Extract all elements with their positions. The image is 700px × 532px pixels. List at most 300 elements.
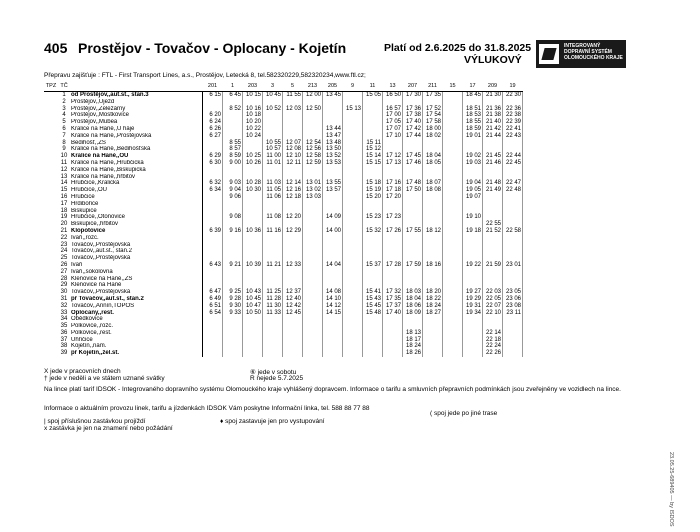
row-tpz [44, 187, 58, 194]
departure-time [263, 99, 283, 106]
departure-time [323, 248, 343, 255]
row-stop-number: 16 [60, 193, 68, 200]
stop-name: př Kojetín,,žel.st. [70, 350, 203, 357]
departure-time [323, 221, 343, 228]
table-row [44, 350, 523, 357]
departure-time [263, 201, 283, 208]
departure-time: 9 28 [223, 296, 243, 303]
departure-time [423, 221, 443, 228]
departure-time [363, 174, 383, 181]
departure-time: 9 08 [223, 214, 243, 221]
departure-time [203, 235, 223, 242]
departure-time [303, 316, 323, 323]
tariff-note: Na lince platí tarif IDSOK - Integrovaného dopravního systému Olomouckého kraje vyhlášený dopravcem. Informace o tarifu a smluvních přepravních podmínkách jsou zveřejněny ve vozidlech na lince. [44, 386, 621, 393]
departure-time [303, 337, 323, 344]
stop-name: Hrubčice,,OÚ [70, 187, 203, 194]
departure-time: 22 47 [503, 180, 523, 187]
departure-time: 21 38 [483, 112, 503, 119]
departure-time [483, 99, 503, 106]
column-header: 209 [483, 82, 503, 92]
departure-time: 13 45 [323, 92, 343, 99]
departure-time [483, 255, 503, 262]
table-row [44, 343, 523, 350]
departure-time: 14 08 [323, 289, 343, 296]
departure-time [463, 350, 483, 357]
departure-time [283, 167, 303, 174]
departure-time [263, 276, 283, 283]
departure-time [323, 194, 343, 201]
departure-time [503, 99, 523, 106]
departure-time: 15 41 [363, 289, 383, 296]
departure-time [383, 269, 403, 276]
column-header: 15 [443, 82, 463, 92]
row-stop-number: 28 [60, 275, 68, 282]
table-row [44, 310, 523, 317]
departure-time [283, 119, 303, 126]
stop-name: Tovačov,,aut.st., stan.2 [70, 248, 203, 255]
departure-time [363, 282, 383, 289]
departure-time [503, 194, 523, 201]
departure-time [203, 208, 223, 215]
departure-time: 15 14 [363, 153, 383, 160]
departure-time: 11 28 [263, 296, 283, 303]
table-row [44, 208, 523, 215]
departure-time: 18 22 [423, 296, 443, 303]
departure-time: 17 59 [403, 262, 423, 269]
departure-time: 11 16 [263, 228, 283, 235]
departure-time: 8 52 [223, 106, 243, 113]
departure-time [443, 214, 463, 221]
departure-time: 6 54 [203, 310, 223, 317]
legend-request-text: zastávka je jen na znamení nebo požádání [49, 425, 173, 432]
row-tpz [44, 235, 58, 242]
departure-time: 11 03 [263, 180, 283, 187]
departure-time [303, 262, 323, 269]
departure-time [203, 350, 223, 357]
row-stop-number: 17 [60, 200, 68, 207]
departure-time [443, 221, 463, 228]
departure-time [503, 208, 523, 215]
departure-time: 17 26 [383, 228, 403, 235]
departure-time: 11 05 [263, 187, 283, 194]
departure-time [383, 174, 403, 181]
departure-time [463, 174, 483, 181]
departure-time: 17 05 [383, 119, 403, 126]
departure-time [443, 112, 463, 119]
stop-name: od Prostějov,,aut.st., stan.3 [70, 92, 203, 99]
departure-time [283, 248, 303, 255]
departure-time [363, 330, 383, 337]
departure-time: 13 53 [323, 160, 343, 167]
departure-time [423, 201, 443, 208]
departure-time: 17 28 [383, 262, 403, 269]
stop-name: Hrdibořice [70, 201, 203, 208]
departure-time [443, 282, 463, 289]
departure-time [303, 174, 323, 181]
row-tpz [44, 350, 58, 357]
legend-pipe: | spoj příslušnou zastávkou projíždí [44, 418, 146, 425]
departure-time [403, 201, 423, 208]
row-stop-number: 39 [60, 350, 68, 357]
row-stop-number: 25 [60, 255, 68, 262]
departure-time: 17 32 [383, 289, 403, 296]
row-tpz [44, 228, 58, 235]
stop-name: Kojetín,,nám. [70, 343, 203, 350]
departure-time: 12 54 [303, 140, 323, 147]
departure-time: 10 57 [263, 146, 283, 153]
departure-time: 12 37 [283, 289, 303, 296]
departure-time [403, 174, 423, 181]
row-tpz [44, 310, 58, 317]
row-tpz [44, 323, 58, 330]
stop-name: Prostějov,,Újezd [70, 99, 203, 106]
departure-time: 22 48 [503, 187, 523, 194]
departure-time [223, 112, 243, 119]
departure-time: 12 08 [283, 146, 303, 153]
departure-time [503, 316, 523, 323]
departure-time: 12 33 [283, 262, 303, 269]
departure-time: 11 33 [263, 310, 283, 317]
departure-time [423, 316, 443, 323]
departure-time [503, 201, 523, 208]
departure-time [443, 99, 463, 106]
idsok-logo-icon [539, 44, 559, 64]
departure-time [423, 174, 443, 181]
row-tpz [44, 303, 58, 310]
departure-time: 19 05 [463, 187, 483, 194]
departure-time: 18 26 [403, 350, 423, 357]
departure-time: 17 52 [423, 106, 443, 113]
departure-time: 12 07 [283, 140, 303, 147]
departure-time [203, 146, 223, 153]
departure-time: 10 36 [243, 228, 263, 235]
departure-time [323, 316, 343, 323]
departure-time [423, 282, 443, 289]
departure-time [303, 330, 323, 337]
departure-time [443, 350, 463, 357]
departure-time [323, 167, 343, 174]
departure-time [443, 262, 463, 269]
departure-time [303, 282, 323, 289]
departure-time: 18 05 [423, 160, 443, 167]
departure-time [343, 228, 363, 235]
departure-time: 21 59 [483, 262, 503, 269]
stop-name: Hrubčice,,Otonovice [70, 214, 203, 221]
departure-time [383, 337, 403, 344]
departure-time [443, 208, 463, 215]
row-stop-number: 4 [62, 112, 66, 119]
departure-time [383, 208, 403, 215]
row-tpz [44, 153, 58, 160]
departure-time: 11 00 [263, 153, 283, 160]
departure-time [303, 289, 323, 296]
departure-time [323, 99, 343, 106]
row-stop-number: 37 [60, 336, 68, 343]
departure-time [503, 255, 523, 262]
departure-time [303, 242, 323, 249]
stop-name: Bedihošť,,ZŠ [70, 140, 203, 147]
departure-time [323, 235, 343, 242]
departure-time [323, 242, 343, 249]
departure-time: 10 30 [243, 187, 263, 194]
departure-time: 10 20 [243, 119, 263, 126]
row-stop-number: 12 [60, 166, 68, 173]
row-tpz [44, 174, 58, 181]
departure-time [503, 343, 523, 350]
departure-time [303, 255, 323, 262]
departure-time [423, 214, 443, 221]
row-tpz [44, 99, 58, 106]
departure-time [263, 350, 283, 357]
departure-time [443, 201, 463, 208]
departure-time [503, 140, 523, 147]
departure-time [223, 323, 243, 330]
departure-time [363, 119, 383, 126]
row-tpz [44, 282, 58, 289]
departure-time: 21 42 [483, 126, 503, 133]
departure-time [423, 242, 443, 249]
departure-time: 6 29 [203, 153, 223, 160]
departure-time: 13 01 [303, 180, 323, 187]
row-stop-number: 26 [60, 261, 68, 268]
departure-time [463, 242, 483, 249]
departure-time [383, 167, 403, 174]
stop-name: Tovačov,,Annín,TOPOS [70, 303, 203, 310]
row-tpz [44, 133, 58, 140]
departure-time [223, 174, 243, 181]
stop-name: Hrubčice [70, 194, 203, 201]
departure-time [283, 282, 303, 289]
row-stop-number: 35 [60, 323, 68, 330]
timetable-variant: VÝLUKOVÝ [464, 54, 522, 66]
departure-time: 13 55 [323, 180, 343, 187]
row-stop-number: 32 [60, 302, 68, 309]
stop-name: Kralice na Hané,,Prostějovská [70, 133, 203, 140]
logo-text: INTEGROVANÝ DOPRAVNÍ SYSTÉM OLOMOUCKÉHO KRAJE [564, 43, 623, 61]
departure-time: 17 16 [383, 180, 403, 187]
row-tpz [44, 146, 58, 153]
departure-time: 17 36 [403, 106, 423, 113]
departure-time [443, 174, 463, 181]
departure-time [423, 194, 443, 201]
row-stop-number: 9 [62, 146, 66, 153]
departure-time: 21 30 [483, 92, 503, 99]
row-stop-number: 2 [62, 98, 66, 105]
departure-time [363, 221, 383, 228]
departure-time [423, 255, 443, 262]
departure-time [263, 316, 283, 323]
departure-time: 10 15 [243, 92, 263, 99]
line-title: Prostějov - Tovačov - Oplocany - Kojetín [78, 40, 347, 56]
departure-time: 22 55 [483, 221, 503, 228]
departure-time [263, 112, 283, 119]
departure-time [363, 167, 383, 174]
departure-time [463, 99, 483, 106]
table-row [44, 269, 523, 276]
departure-time [323, 208, 343, 215]
departure-time [343, 276, 363, 283]
stop-name: Obědkovice [70, 316, 203, 323]
departure-time: 13 44 [323, 126, 343, 133]
table-row [44, 282, 523, 289]
departure-time [443, 323, 463, 330]
departure-time [263, 235, 283, 242]
departure-time: 10 18 [243, 112, 263, 119]
departure-time [223, 350, 243, 357]
departure-time: 11 55 [283, 92, 303, 99]
stop-name: Kralice na Hané,,U háje [70, 126, 203, 133]
departure-time [423, 323, 443, 330]
legend-six-text: jede v sobotu [257, 369, 297, 376]
departure-time [423, 208, 443, 215]
departure-time: 12 58 [303, 153, 323, 160]
departure-time [403, 146, 423, 153]
departure-time: 9 03 [223, 180, 243, 187]
departure-time [343, 92, 363, 99]
departure-time: 17 55 [403, 228, 423, 235]
departure-time: 6 32 [203, 180, 223, 187]
departure-time [443, 296, 463, 303]
row-tpz [44, 92, 58, 99]
departure-time: 23 06 [503, 296, 523, 303]
departure-time: 17 40 [403, 119, 423, 126]
departure-time [363, 99, 383, 106]
table-row [44, 174, 523, 181]
row-stop-number: 36 [60, 329, 68, 336]
departure-time [243, 282, 263, 289]
table-row [44, 194, 523, 201]
departure-time [203, 269, 223, 276]
departure-time [443, 255, 463, 262]
column-header: 19 [503, 82, 523, 92]
stop-name: Ivaň,,rozc. [70, 235, 203, 242]
departure-time: 12 29 [283, 228, 303, 235]
departure-time: 15 13 [343, 106, 363, 113]
table-row [44, 289, 523, 296]
departure-time: 18 08 [423, 187, 443, 194]
stop-name: př Tovačov,,aut.st., stan.2 [70, 296, 203, 303]
departure-time: 18 07 [423, 180, 443, 187]
departure-time [263, 242, 283, 249]
departure-time [303, 133, 323, 140]
row-stop-number: 30 [60, 289, 68, 296]
stop-name: Hrubčice,,Kralická [70, 180, 203, 187]
departure-time [263, 343, 283, 350]
departure-time [243, 214, 263, 221]
departure-time [223, 337, 243, 344]
departure-time: 12 10 [283, 153, 303, 160]
departure-time [283, 133, 303, 140]
departure-time [343, 133, 363, 140]
departure-time [463, 316, 483, 323]
stop-name: Kralice na Hané,,Biskupická [70, 167, 203, 174]
departure-time [223, 126, 243, 133]
departure-time: 10 45 [263, 92, 283, 99]
departure-time: 6 30 [203, 160, 223, 167]
departure-time: 18 51 [463, 106, 483, 113]
table-row [44, 167, 523, 174]
departure-time [223, 242, 243, 249]
departure-time [363, 208, 383, 215]
row-tpz [44, 269, 58, 276]
departure-time [443, 167, 463, 174]
departure-time [203, 214, 223, 221]
departure-time: 19 31 [463, 303, 483, 310]
departure-time [483, 201, 503, 208]
departure-time [403, 323, 423, 330]
departure-time: 12 18 [283, 194, 303, 201]
departure-time: 9 33 [223, 310, 243, 317]
column-header: 205 [323, 82, 343, 92]
departure-time [483, 167, 503, 174]
column-header: 17 [463, 82, 483, 92]
departure-time: 19 34 [463, 310, 483, 317]
departure-time: 6 34 [203, 187, 223, 194]
departure-time [343, 289, 363, 296]
departure-time [363, 323, 383, 330]
column-header: 207 [403, 82, 423, 92]
departure-time: 15 23 [363, 214, 383, 221]
other-route-note: ( spoj jede po jiné trase [430, 410, 498, 417]
departure-time [383, 201, 403, 208]
departure-time [483, 194, 503, 201]
departure-time: 15 19 [363, 187, 383, 194]
departure-time [323, 276, 343, 283]
departure-time [223, 255, 243, 262]
departure-time: 17 42 [403, 126, 423, 133]
row-tpz [44, 112, 58, 119]
departure-time: 17 54 [423, 112, 443, 119]
departure-time [383, 330, 403, 337]
departure-time [383, 282, 403, 289]
departure-time: 6 15 [203, 92, 223, 99]
departure-time: 9 25 [223, 289, 243, 296]
column-header: 203 [243, 82, 263, 92]
departure-time [463, 255, 483, 262]
departure-time [443, 187, 463, 194]
row-tpz [44, 106, 58, 113]
departure-time [443, 92, 463, 99]
table-row [44, 255, 523, 262]
departure-time [243, 255, 263, 262]
departure-time: 19 18 [463, 228, 483, 235]
departure-time: 21 40 [483, 119, 503, 126]
departure-time [423, 167, 443, 174]
departure-time [483, 140, 503, 147]
legend-cross-text: jede v neděli a ve státem uznané svátky [49, 375, 165, 382]
departure-time [323, 119, 343, 126]
departure-time [243, 248, 263, 255]
departure-time [323, 112, 343, 119]
column-header: 201 [203, 82, 223, 92]
stop-name: Ivaň [70, 262, 203, 269]
stop-name: Tovačov,,Prostějovská [70, 242, 203, 249]
departure-time [383, 99, 403, 106]
departure-time [243, 167, 263, 174]
departure-time: 15 32 [363, 228, 383, 235]
departure-time [203, 276, 223, 283]
departure-time [323, 106, 343, 113]
departure-time [463, 269, 483, 276]
departure-time [303, 228, 323, 235]
row-tpz [44, 242, 58, 249]
row-tpz [44, 194, 58, 201]
stop-name: Tovačov,,Prostějovská [70, 289, 203, 296]
departure-time [463, 282, 483, 289]
departure-time [483, 208, 503, 215]
departure-time [343, 235, 363, 242]
departure-time [483, 276, 503, 283]
